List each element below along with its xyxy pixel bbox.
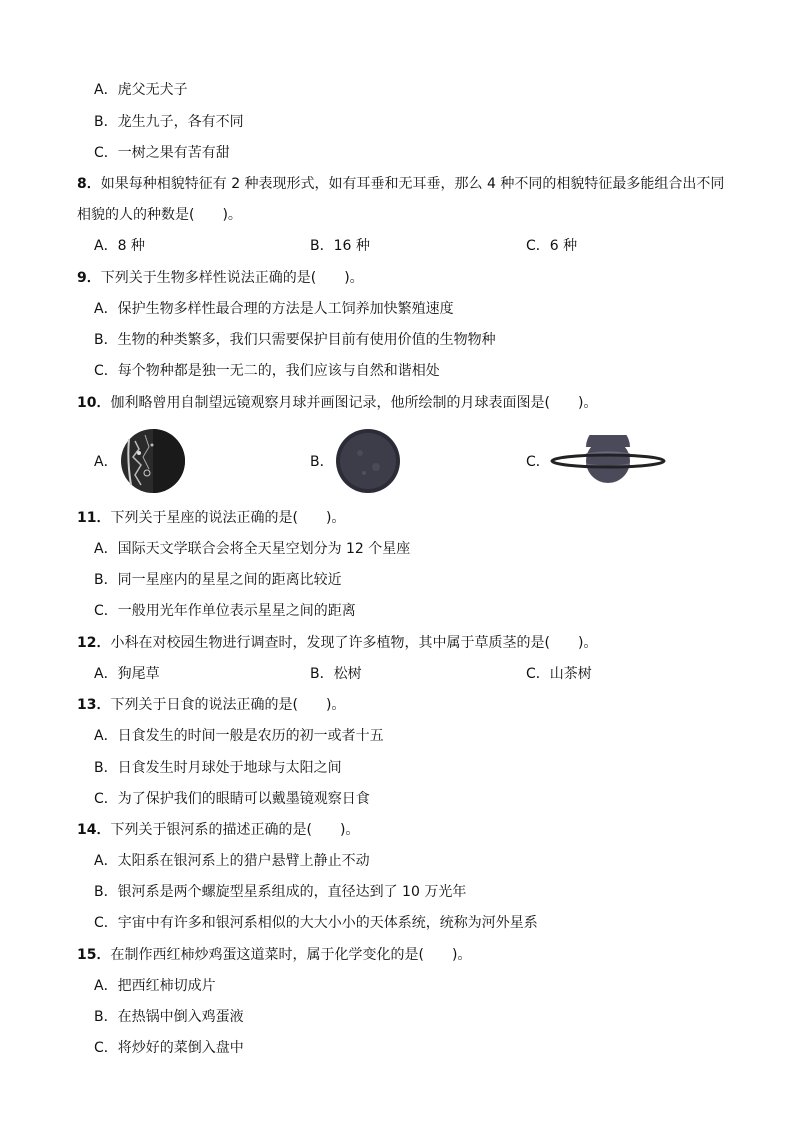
q8-stem	[77, 174, 724, 194]
q8-option-a: A．8 种	[94, 238, 145, 254]
q11-text: 下列关于星座的说法正确的是( )。	[110, 510, 346, 526]
q8-text-line2: 相貌的人的种数是( )。	[77, 207, 242, 223]
q12-stem	[77, 633, 597, 653]
q9-option-c: C．每个物种都是独一无二的，我们应该与自然和谐相处	[94, 363, 440, 379]
q9-stem	[77, 268, 364, 288]
q7-option-a: A．虎父无犬子	[94, 82, 188, 98]
q10-text: 伽利略曾用自制望远镜观察月球并画图记录，他所绘制的月球表面图是( )。	[110, 395, 598, 411]
q11-number: 11．	[77, 510, 111, 526]
dark-sphere-image	[334, 427, 402, 495]
q13-number: 13．	[77, 697, 111, 713]
q13-option-c: C．为了保护我们的眼睛可以戴墨镜观察日食	[94, 791, 370, 807]
saturn-image	[550, 435, 666, 487]
q8-option-c: C．6 种	[526, 238, 578, 254]
q10-option-b-label: B．	[310, 454, 334, 470]
q13-option-b: B．日食发生时月球处于地球与太阳之间	[94, 760, 342, 776]
q9-text: 下列关于生物多样性说法正确的是( )。	[100, 270, 364, 286]
q14-option-b: B．银河系是两个螺旋型星系组成的，直径达到了 10 万光年	[94, 884, 467, 900]
moon-sketch-image	[119, 427, 187, 495]
q9-option-b: B．生物的种类繁多，我们只需要保护目前有使用价值的生物物种	[94, 332, 496, 348]
q15-text: 在制作西红柿炒鸡蛋这道菜时，属于化学变化的是( )。	[110, 947, 472, 963]
q15-stem	[77, 945, 471, 965]
q11-stem	[77, 508, 345, 528]
q10-option-a-label: A．	[94, 454, 118, 470]
q14-stem	[77, 820, 359, 840]
q9-number: 9．	[77, 270, 101, 286]
q14-option-c: C．宇宙中有许多和银河系相似的大大小小的天体系统，统称为河外星系	[94, 915, 538, 931]
q13-option-a: A．日食发生的时间一般是农历的初一或者十五	[94, 728, 384, 744]
q12-option-a: A．狗尾草	[94, 666, 160, 682]
q9-option-a: A．保护生物多样性最合理的方法是人工饲养加快繁殖速度	[94, 301, 454, 317]
q7-option-b: B．龙生九子，各有不同	[94, 114, 244, 130]
q11-option-b: B．同一星座内的星星之间的距离比较近	[94, 572, 342, 588]
q15-option-c: C．将炒好的菜倒入盘中	[94, 1040, 244, 1056]
q10-image-options	[0, 425, 794, 500]
q8-number: 8．	[77, 176, 101, 192]
q14-option-a: A．太阳系在银河系上的猎户悬臂上静止不动	[94, 853, 370, 869]
q14-number: 14．	[77, 822, 111, 838]
q14-text: 下列关于银河系的描述正确的是( )。	[110, 822, 360, 838]
q12-option-b: B．松树	[310, 666, 362, 682]
q15-option-a: A．把西红柿切成片	[94, 978, 216, 994]
q12-text: 小科在对校园生物进行调查时，发现了许多植物，其中属于草质茎的是( )。	[110, 635, 598, 651]
q13-stem	[77, 695, 345, 715]
q12-options	[0, 664, 794, 684]
q15-option-b: B．在热锅中倒入鸡蛋液	[94, 1009, 244, 1025]
q8-option-b: B．16 种	[310, 238, 370, 254]
q13-text: 下列关于日食的说法正确的是( )。	[110, 697, 346, 713]
q12-option-c: C．山茶树	[526, 666, 592, 682]
q8-text-line1: 如果每种相貌特征有 2 种表现形式，如有耳垂和无耳垂，那么 4 种不同的相貌特征最多能组合出不同	[100, 176, 725, 192]
q10-stem	[77, 393, 597, 413]
q12-number: 12．	[77, 635, 111, 651]
q10-number: 10．	[77, 395, 111, 411]
q15-number: 15．	[77, 947, 111, 963]
q8-options	[0, 236, 794, 256]
q10-option-c-label: C．	[526, 454, 550, 470]
q11-option-c: C．一般用光年作单位表示星星之间的距离	[94, 603, 356, 619]
q11-option-a: A．国际天文学联合会将全天星空划分为 12 个星座	[94, 541, 411, 557]
q7-option-c: C．一树之果有苦有甜	[94, 145, 230, 161]
